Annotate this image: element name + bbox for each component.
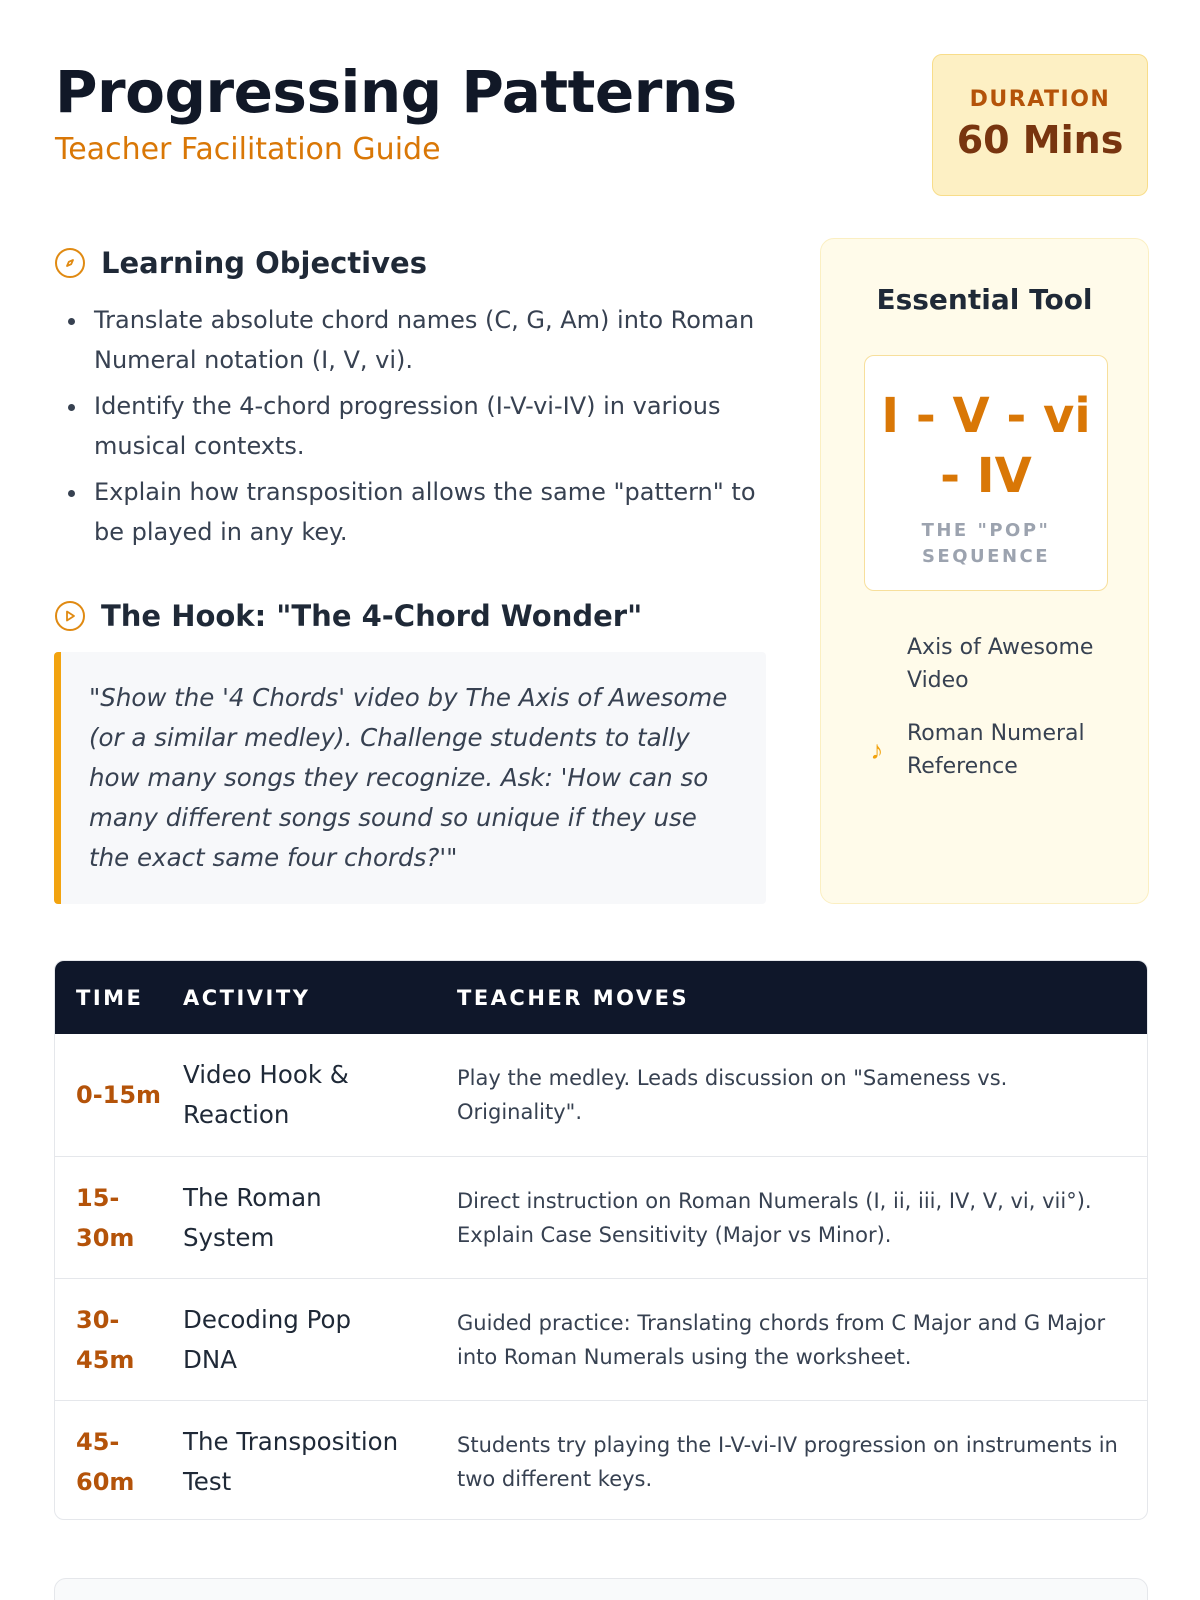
resource-video[interactable] (865, 631, 1117, 697)
objective-item: Identify the 4-chord progression (I-V-vi-IV) in various musical contexts. (68, 386, 768, 466)
duration-label: DURATION (969, 87, 1111, 112)
row-time: 0-15m (76, 1081, 162, 1109)
duration-value: 60 Mins (956, 118, 1124, 162)
page-header (55, 58, 737, 167)
next-section-card (54, 1578, 1148, 1600)
row-activity: Decoding Pop DNA (183, 1304, 352, 1374)
hook-heading-row (55, 599, 642, 633)
row-teacher-moves: Direct instruction on Roman Numerals (I, ii, iii, IV, V, vi, vii°). Explain Case Sensitivity (Major vs Minor). (457, 1188, 1092, 1247)
resource-reference[interactable] (865, 717, 1117, 783)
column-header-activity: ACTIVITY (183, 985, 311, 1010)
hook-quote (54, 652, 766, 904)
row-activity: Video Hook & Reaction (183, 1060, 349, 1129)
table-row (55, 1278, 1147, 1400)
hook-quote-text: "Show the '4 Chords' video by The Axis of Awesome (or a similar medley). Challenge students to tally how many songs they recognize. Ask: 'How can so many different songs sound so unique if they use the exact same four chords?'" (89, 683, 728, 872)
objectives-heading-row (55, 246, 427, 280)
tool-title: Essential Tool (876, 283, 1093, 316)
resource-label: Roman Numeral Reference (907, 721, 1085, 779)
row-teacher-moves: Play the medley. Leads discussion on "Sameness vs. Originality". (457, 1066, 1008, 1124)
row-time: 15-30m (76, 1183, 135, 1252)
resource-label: Axis of Awesome Video (907, 635, 1094, 693)
row-time: 30-45m (76, 1305, 135, 1374)
music-note-icon: ♪ (870, 734, 884, 765)
progression-caption: THE "POP" SEQUENCE (921, 520, 1051, 567)
objective-item: Translate absolute chord names (C, G, Am) into Roman Numeral notation (I, V, vi). (68, 300, 768, 380)
essential-tool-card (820, 238, 1149, 904)
table-row (55, 1400, 1147, 1520)
objectives-list (68, 300, 768, 558)
table-header (55, 961, 1147, 1034)
row-time: 45-60m (76, 1427, 135, 1496)
objective-item: Explain how transposition allows the same "pattern" to be played in any key. (68, 472, 768, 552)
row-teacher-moves: Guided practice: Translating chords from C Major and G Major into Roman Numerals using the worksheet. (457, 1310, 1106, 1369)
page-subtitle: Teacher Facilitation Guide (55, 132, 441, 167)
table-row (55, 1034, 1147, 1156)
column-header-time: TIME (76, 985, 144, 1010)
schedule-table (54, 960, 1148, 1520)
progression-box (864, 355, 1108, 591)
compass-icon (55, 248, 85, 278)
row-activity: The Transposition Test (183, 1426, 399, 1496)
objectives-heading: Learning Objectives (101, 246, 427, 280)
row-teacher-moves: Students try playing the I-V-vi-IV progression on instruments in two different keys. (457, 1432, 1118, 1491)
hook-heading: The Hook: "The 4-Chord Wonder" (101, 599, 643, 633)
table-row (55, 1156, 1147, 1278)
play-circle-icon (55, 601, 85, 631)
row-activity: The Roman System (183, 1182, 322, 1252)
column-header-moves: TEACHER MOVES (457, 985, 690, 1010)
page-title: Progressing Patterns (55, 58, 737, 126)
progression-formula: I - V - vi - IV (881, 388, 1091, 504)
duration-badge (932, 54, 1148, 196)
